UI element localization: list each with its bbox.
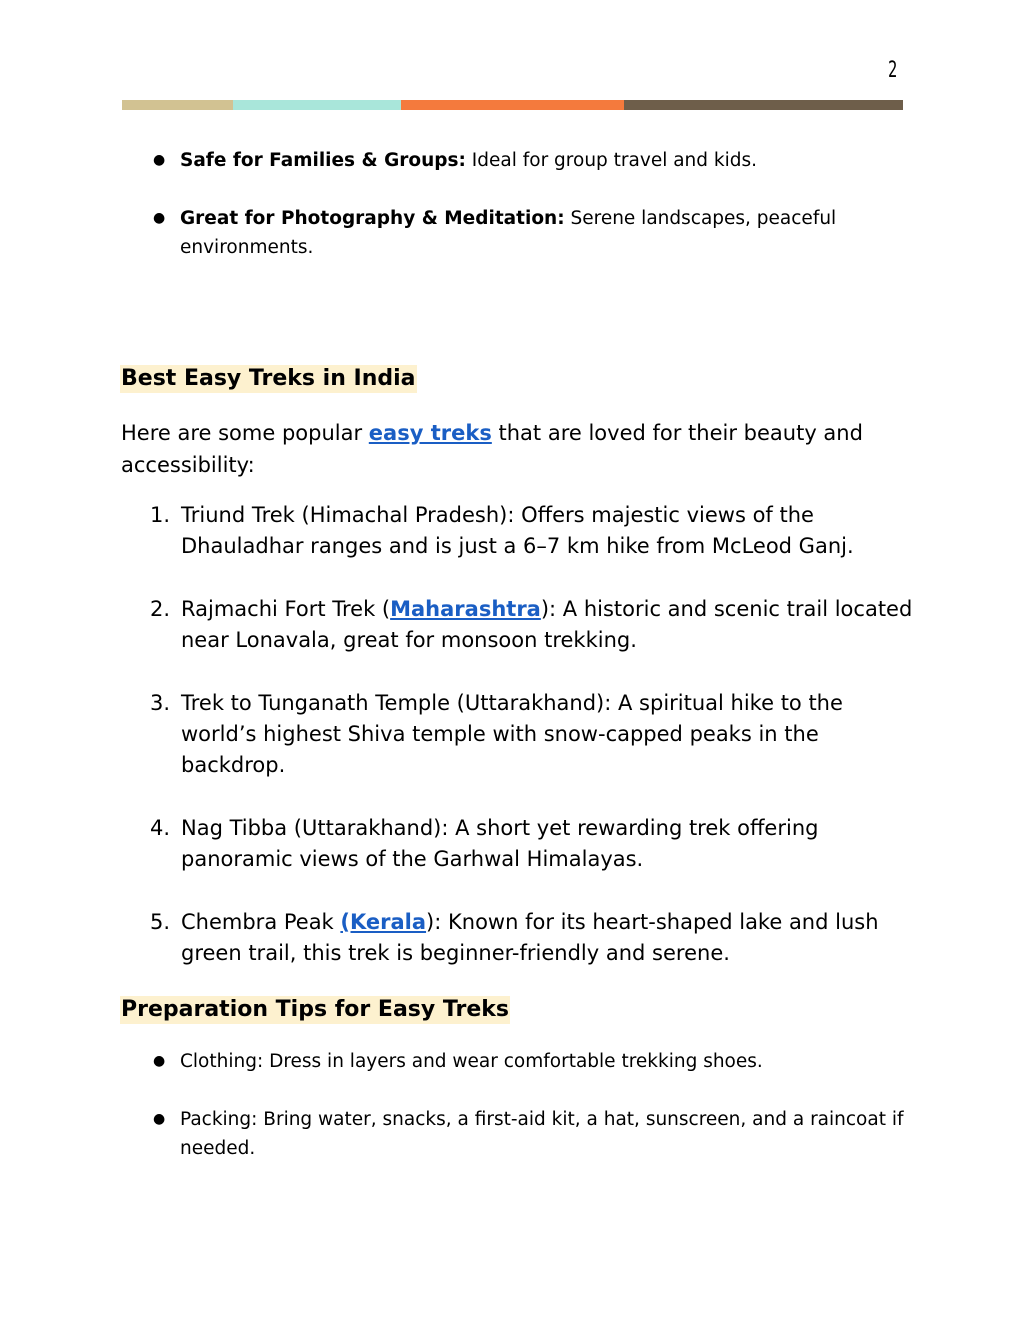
bullet-icon: ● xyxy=(153,1111,166,1127)
list-number: 1. xyxy=(150,503,171,527)
list-item-text: Chembra Peak xyxy=(181,910,341,934)
color-bar-segment xyxy=(401,100,624,110)
list-item-text: Triund Trek (Himachal Pradesh): Offers majestic views of the Dhauladhar ranges and is just a 6–7 km hike from McLeod Ganj. xyxy=(181,503,854,558)
page-number: 2 xyxy=(888,58,898,83)
list-item-text: Nag Tibba (Uttarakhand): A short yet rewarding trek offering panoramic views of the Garhwal Himalayas. xyxy=(181,816,819,871)
color-bar-segment xyxy=(233,100,401,110)
benefits-list xyxy=(150,146,910,262)
list-number: 2. xyxy=(150,597,171,621)
bullet-text: Ideal for group travel and kids. xyxy=(465,150,758,171)
preparation-tips-list xyxy=(150,1047,910,1163)
kerala-link[interactable]: (Kerala xyxy=(340,910,427,934)
section-heading-preparation-tips: Preparation Tips for Easy Treks xyxy=(121,997,509,1022)
section-heading-best-easy-treks: Best Easy Treks in India xyxy=(121,366,416,391)
list-number: 4. xyxy=(150,816,171,840)
list-item-text: ): A historic and scenic trail located near Lonavala, great for monsoon trekking. xyxy=(181,597,913,652)
bullet-icon: ● xyxy=(153,210,166,226)
list-number: 5. xyxy=(150,910,171,934)
easy-treks-link[interactable]: easy treks xyxy=(368,421,492,445)
list-item-text: Rajmachi Fort Trek ( xyxy=(181,597,391,621)
bullet-icon: ● xyxy=(153,152,166,168)
bullet-icon: ● xyxy=(153,1053,166,1069)
color-bar-segment xyxy=(624,100,903,110)
list-item xyxy=(150,1047,910,1076)
list-item xyxy=(150,594,920,656)
intro-paragraph xyxy=(121,417,901,481)
bullet-bold-label: Great for Photography & Meditation: xyxy=(180,208,565,229)
treks-list xyxy=(150,500,920,969)
list-item xyxy=(150,688,920,781)
color-bar-segment xyxy=(122,100,233,110)
list-item-text: ): Known for its heart-shaped lake and lush green trail, this trek is beginner-friendly and serene. xyxy=(181,910,879,965)
header-color-bar xyxy=(122,100,903,110)
list-item xyxy=(150,907,920,969)
list-item xyxy=(150,146,910,175)
bullet-bold-label: Safe for Families & Groups: xyxy=(180,150,466,171)
list-item xyxy=(150,1105,910,1163)
list-item xyxy=(150,500,920,562)
intro-text: that are loved for their beauty and accessibility: xyxy=(121,421,863,477)
bullet-text: Clothing: Dress in layers and wear comfortable trekking shoes. xyxy=(180,1051,763,1072)
intro-text: Here are some popular xyxy=(121,421,369,445)
list-number: 3. xyxy=(150,691,171,715)
list-item xyxy=(150,204,910,262)
maharashtra-link[interactable]: Maharashtra xyxy=(390,597,541,621)
list-item-text: Trek to Tunganath Temple (Uttarakhand): A spiritual hike to the world’s highest Shiva temple with snow-capped peaks in the backdrop. xyxy=(181,691,843,777)
bullet-text: Serene landscapes, peaceful environments. xyxy=(180,208,837,258)
list-item xyxy=(150,813,920,875)
bullet-text: Packing: Bring water, snacks, a first-aid kit, a hat, sunscreen, and a raincoat if needed. xyxy=(180,1109,904,1159)
